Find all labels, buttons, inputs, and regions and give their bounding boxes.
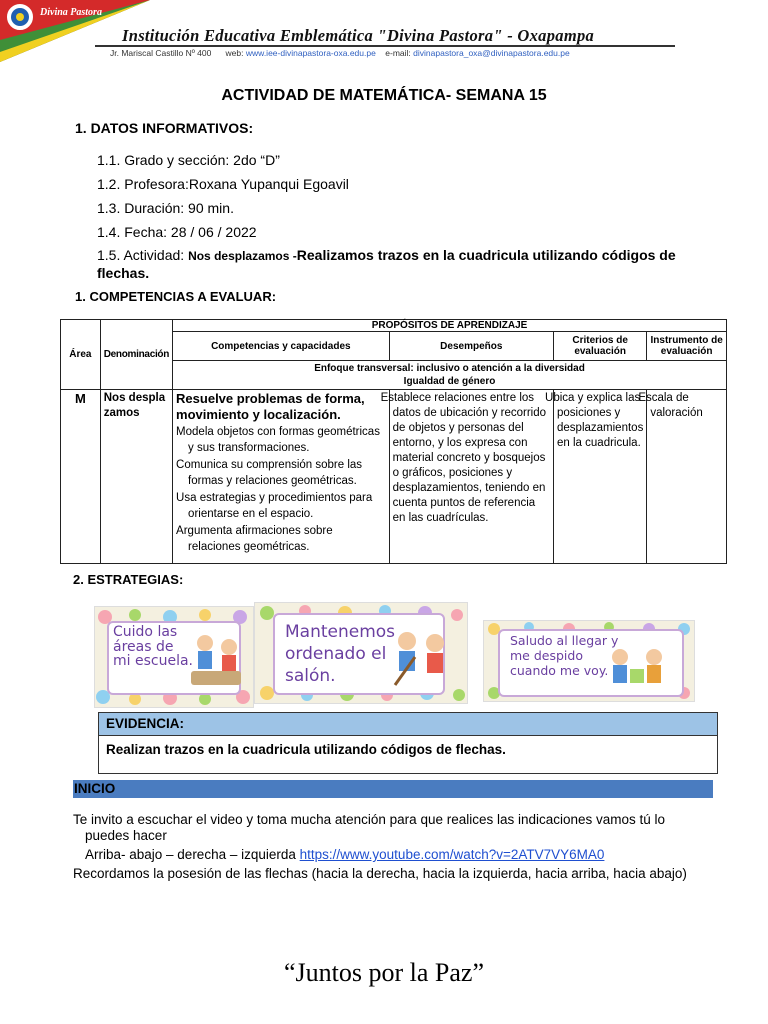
info-duracion: 1.3. Duración: 90 min.	[97, 200, 234, 216]
cell-desempeno: Establece relaciones entre los datos de ubicación y recorrido de objetos y personas del entorno, y los expresa con material concreto y bosquejos o gráficos, posiciones y desplazamientos, teniendo en cuenta puntos de referencia en las cuadrículas.	[389, 390, 553, 564]
actividad-title: Realizamos trazos en la cuadricula utilizando códigos de flechas.	[97, 247, 676, 281]
header-divider	[95, 45, 675, 47]
cell-competencias	[173, 390, 390, 564]
directions-text: Arriba- abajo – derecha – izquierda	[85, 847, 300, 862]
inicio-arrows-paragraph: Recordamos la posesión de las flechas (hacia la derecha, hacia la izquierda, hacia arriba, hacia abajo)	[73, 866, 687, 881]
footer-motto: “Juntos por la Paz”	[283, 958, 484, 987]
header-propositos: PROPÓSITOS DE APRENDIZAJE	[173, 320, 727, 332]
logo-text: Divina Pastora	[40, 7, 102, 18]
enfoque-line-1: Enfoque transversal: inclusivo o atención a la diversidad	[314, 363, 585, 374]
institution-name: Institución Educativa Emblemática "Divina Pastora" - Oxapampa	[122, 26, 595, 45]
banner-text: Mantenemos ordenado el salón.	[285, 622, 396, 686]
info-profesora: 1.2. Profesora:Roxana Yupanqui Egoavil	[97, 176, 349, 192]
inicio-directions-line	[85, 847, 604, 863]
page-title: ACTIVIDAD DE MATEMÁTICA- SEMANA 15	[221, 87, 547, 104]
email-link[interactable]: divinapastora_oxa@divinapastora.edu.pe	[413, 48, 570, 58]
child-sweeping-illustration	[385, 627, 455, 689]
actividad-prefix: 1.5. Actividad:	[97, 247, 189, 263]
capacidad-item: Comunica su comprensión sobre las formas y relaciones geométricas.	[176, 459, 363, 487]
banner-text: Cuido las áreas de mi escuela.	[113, 624, 193, 670]
section-estrategias-heading: 2. ESTRATEGIAS:	[73, 572, 184, 587]
email-label: e-mail:	[385, 48, 411, 58]
inicio-paragraph	[73, 812, 713, 844]
evidencia-text: Realizan trazos en la cuadricula utilizando códigos de flechas.	[98, 735, 718, 774]
cell-instrumento: Escala de valoración	[647, 390, 727, 564]
cell-area: M	[61, 390, 101, 564]
video-link[interactable]: https://www.youtube.com/watch?v=2ATV7VY6MA0	[299, 847, 605, 862]
section-competencias-heading: 1. COMPETENCIAS A EVALUAR:	[75, 289, 277, 304]
header-denominacion: Denominación	[100, 320, 172, 390]
banner-text: Saludo al llegar y me despido cuando me voy.	[510, 633, 619, 678]
banner-cuido-areas	[94, 606, 254, 708]
children-cleaning-illustration	[191, 629, 246, 691]
capacidad-item: Argumenta afirmaciones sobre relaciones geométricas.	[176, 525, 333, 553]
competencia-title: Resuelve problemas de forma, movimiento y localización.	[176, 391, 365, 422]
web-link[interactable]: www.iee-divinapastora-oxa.edu.pe	[245, 48, 376, 58]
evidencia-label: EVIDENCIA:	[98, 712, 718, 736]
banner-saludo	[483, 620, 695, 702]
header-contact	[110, 48, 570, 58]
competencias-table	[60, 319, 727, 564]
cell-criterio: Ubica y explica las posiciones y desplazamientos en la cuadricula.	[554, 390, 647, 564]
inicio-invitation: Te invito a escuchar el video y toma mucha atención para que realices las indicaciones vamos tú lo puedes hacer	[73, 812, 666, 843]
info-actividad	[97, 247, 717, 282]
address: Jr. Mariscal Castillo Nº 400	[110, 48, 212, 58]
enfoque-line-2: Igualdad de género	[403, 376, 496, 387]
capacidad-item: Usa estrategias y procedimientos para orientarse en el espacio.	[176, 492, 373, 520]
info-grado: 1.1. Grado y sección: 2do “D”	[97, 152, 280, 168]
actividad-short: Nos desplazamos -	[188, 249, 297, 263]
cell-denominacion: Nos desplazamos	[100, 390, 172, 564]
header-criterios: Criterios de evaluación	[554, 332, 647, 361]
inicio-label: INICIO	[73, 780, 713, 798]
header-area: Área	[61, 320, 101, 390]
info-fecha: 1.4. Fecha: 28 / 06 / 2022	[97, 224, 257, 240]
enfoque-transversal	[173, 361, 727, 390]
web-label: web:	[225, 48, 244, 58]
header-instrumento: Instrumento de evaluación	[647, 332, 727, 361]
section-datos-heading: 1. DATOS INFORMATIVOS:	[75, 120, 254, 136]
capacidad-item: Modela objetos con formas geométricas y sus transformaciones.	[176, 426, 380, 454]
header-desempenos: Desempeños	[389, 332, 553, 361]
banner-mantenemos-ordenado	[254, 602, 468, 704]
header-competencias: Competencias y capacidades	[173, 332, 390, 361]
